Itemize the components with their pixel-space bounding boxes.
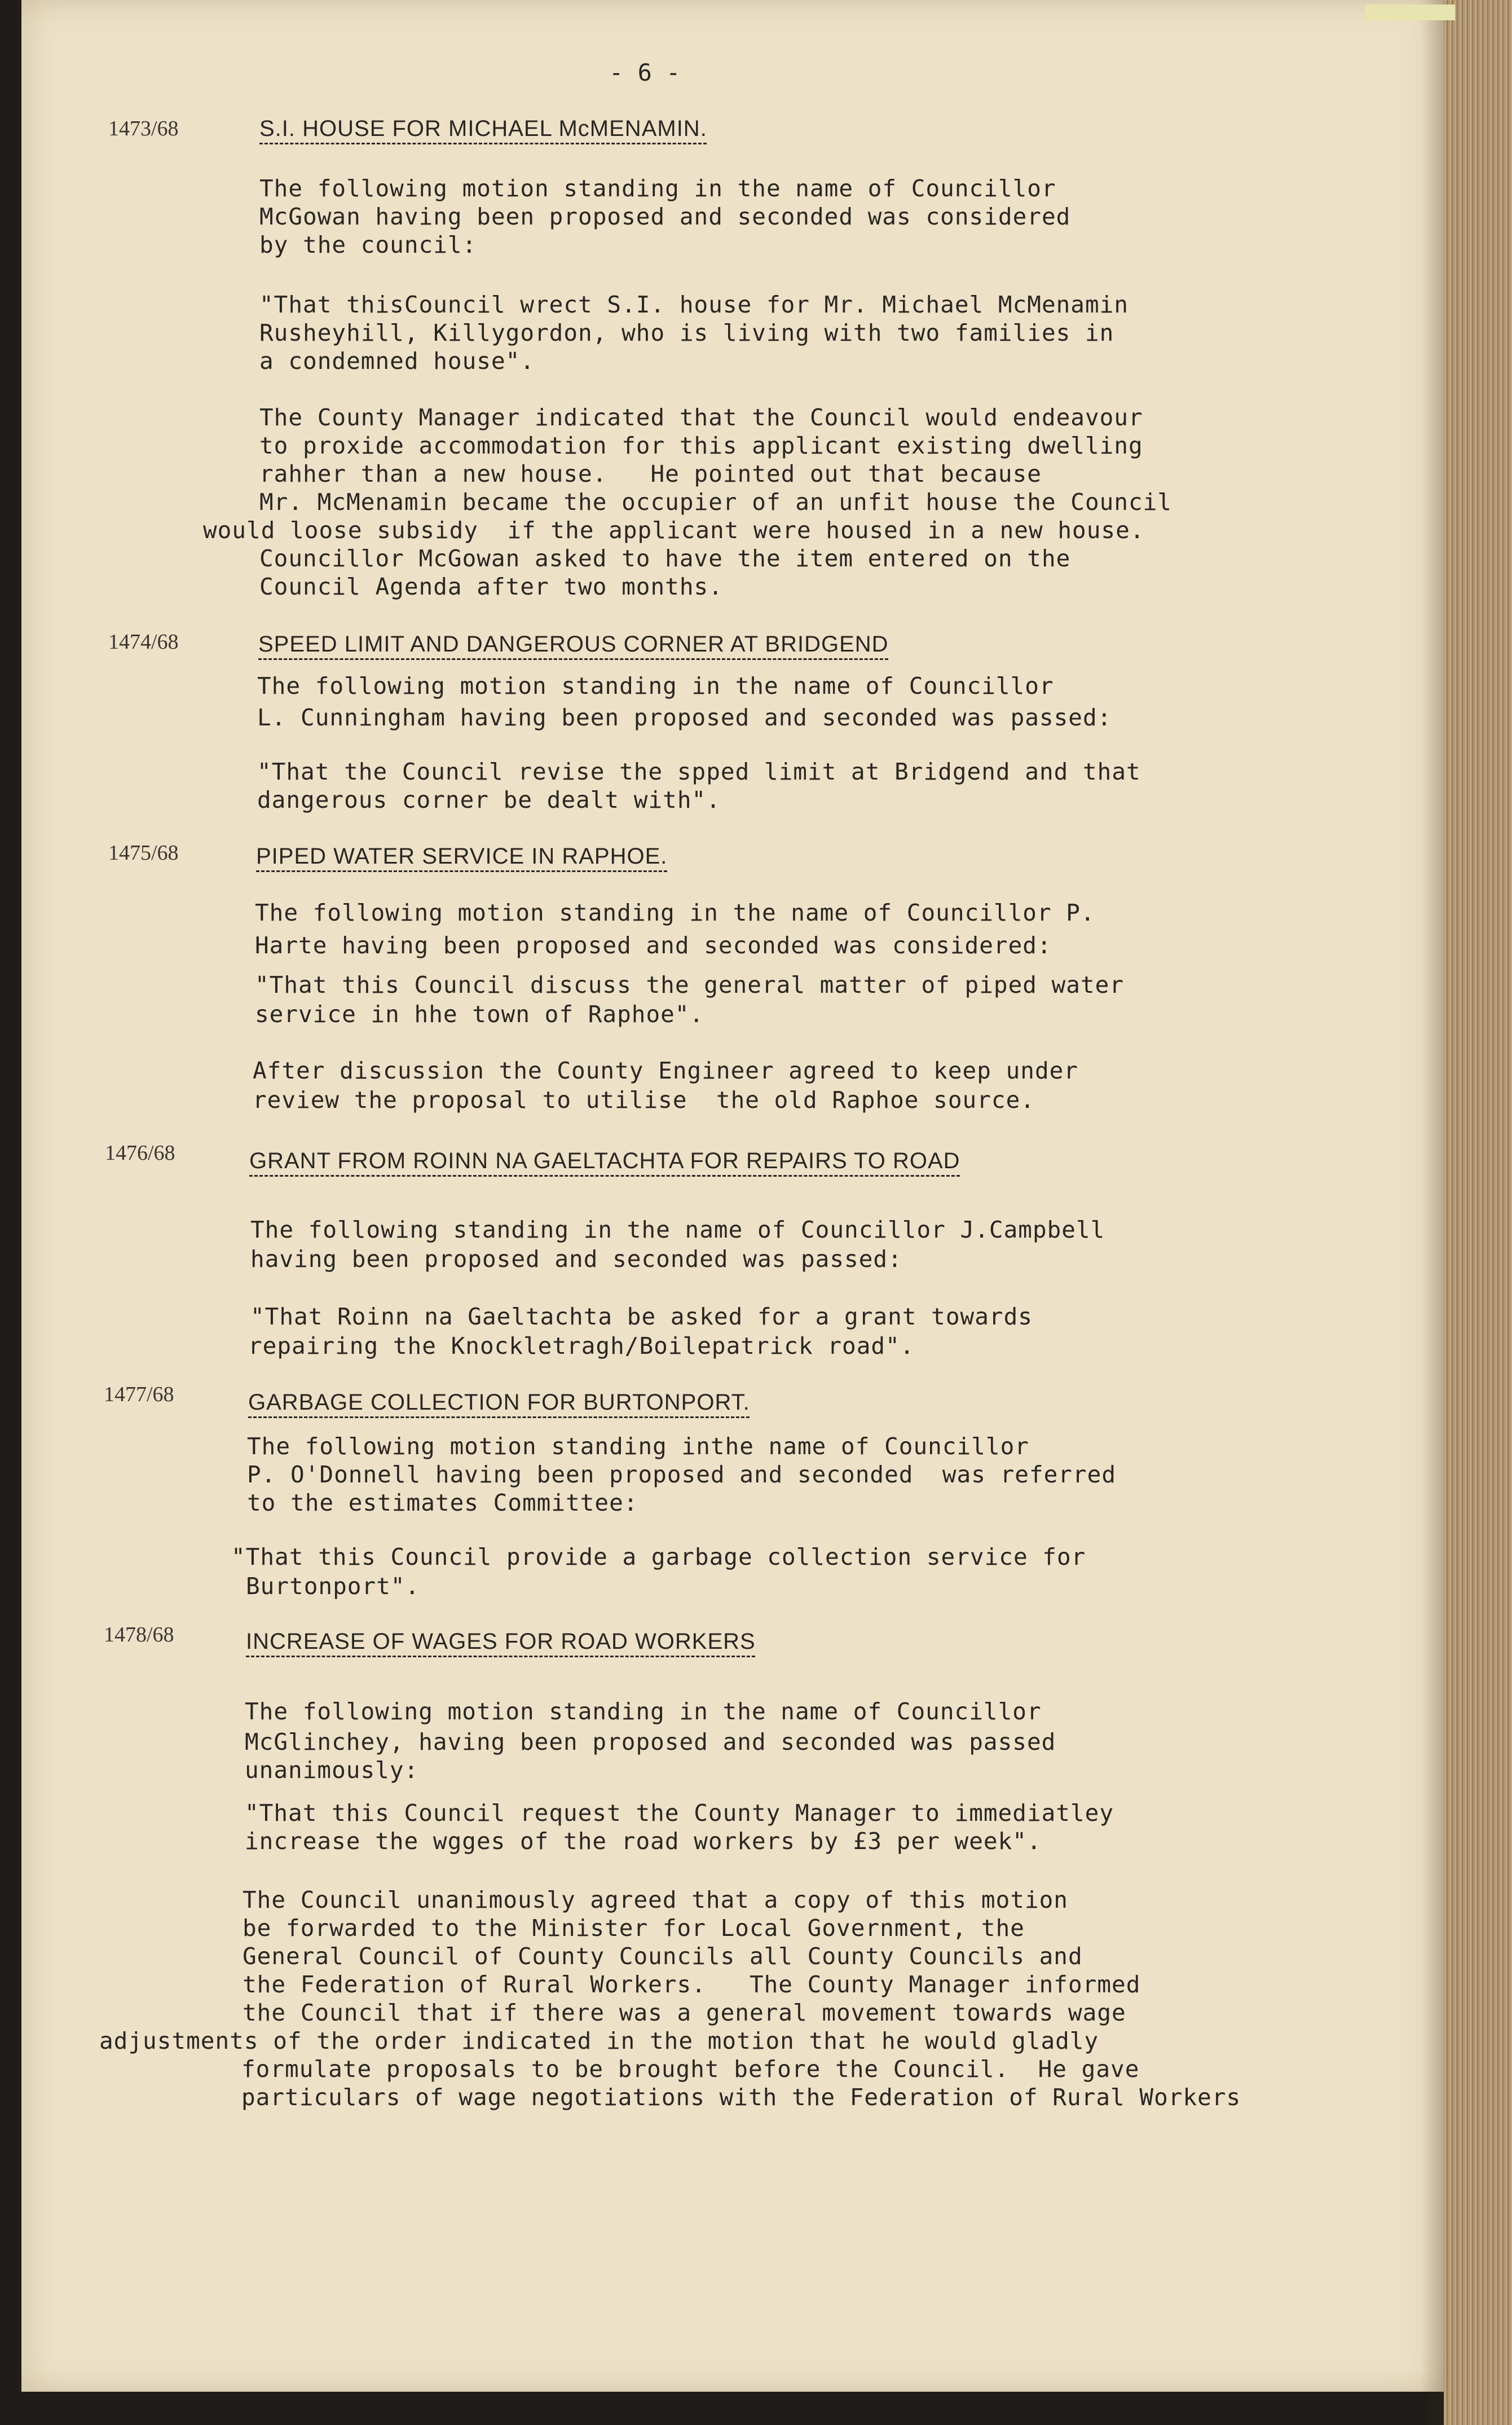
page-number: - 6 - xyxy=(609,59,681,86)
paragraph-line: adjustments of the order indicated in the motion that he would gladly xyxy=(99,2027,1099,2054)
minute-heading: PIPED WATER SERVICE IN RAPHOE. xyxy=(256,844,668,869)
paragraph-line: General Council of County Councils all County Councils and xyxy=(243,1943,1083,1970)
paragraph-line: review the proposal to utilise the old Raphoe source. xyxy=(253,1086,1035,1114)
paragraph-line: "That the Council revise the spped limit at Bridgend and that xyxy=(257,758,1141,785)
paragraph-line: After discussion the County Engineer agreed to keep under xyxy=(253,1057,1078,1084)
paragraph-line: "That this Council request the County Manager to immediatley xyxy=(245,1799,1114,1827)
paragraph-line: Council Agenda after two months. xyxy=(259,573,723,600)
minute-number: 1474/68 xyxy=(108,630,179,654)
minute-number: 1475/68 xyxy=(108,841,179,865)
paragraph-line: be forwarded to the Minister for Local Government, the xyxy=(243,1915,1025,1942)
paragraph-line: "That this Council discuss the general matter of piped water xyxy=(255,971,1125,998)
paragraph-line: increase the wgges of the road workers by £3 per week". xyxy=(245,1828,1042,1855)
minute-number: 1477/68 xyxy=(104,1383,174,1406)
paragraph-line: repairing the Knockletragh/Boilepatrick road". xyxy=(248,1332,915,1359)
paragraph-line: The following motion standing in the name of Councillor P. xyxy=(255,899,1095,926)
paragraph-line: Burtonport". xyxy=(246,1573,420,1600)
paragraph-line: the Federation of Rural Workers. The County Manager informed xyxy=(243,1971,1141,1998)
paragraph-line: McGlinchey, having been proposed and seconded was passed xyxy=(245,1728,1056,1755)
paragraph-line: The following motion standing in the name of Councillor xyxy=(259,175,1056,202)
minute-number: 1473/68 xyxy=(108,117,179,140)
paragraph-line: by the council: xyxy=(259,231,477,258)
book-binding xyxy=(1444,0,1512,2425)
paragraph-line: would loose subsidy if the applicant were housed in a new house. xyxy=(203,517,1145,544)
paragraph-line: Harte having been proposed and seconded was considered: xyxy=(255,932,1052,959)
minute-heading: GRANT FROM ROINN NA GAELTACHTA FOR REPAIRS TO ROAD xyxy=(249,1148,960,1173)
minute-heading: INCREASE OF WAGES FOR ROAD WORKERS xyxy=(246,1629,756,1654)
paragraph-line: unanimously: xyxy=(245,1757,419,1784)
paragraph-line: McGowan having been proposed and seconded was considered xyxy=(259,203,1071,230)
paragraph-line: the Council that if there was a general movement towards wage xyxy=(243,1999,1126,2026)
paragraph-line: Mr. McMenamin became the occupier of an unfit house the Council xyxy=(259,488,1172,516)
minute-number: 1476/68 xyxy=(105,1141,175,1165)
minute-heading: SPEED LIMIT AND DANGEROUS CORNER AT BRIDGEND xyxy=(258,632,889,657)
paragraph-line: Councillor McGowan asked to have the item entered on the xyxy=(259,545,1071,572)
minute-number: 1478/68 xyxy=(104,1623,174,1647)
paragraph-line: The County Manager indicated that the Council would endeavour xyxy=(259,404,1143,431)
paragraph-line: having been proposed and seconded was passed: xyxy=(250,1245,902,1273)
paragraph-line: The following standing in the name of Councillor J.Campbell xyxy=(250,1216,1105,1243)
minute-heading: S.I. HOUSE FOR MICHAEL McMENAMIN. xyxy=(259,116,707,141)
paragraph-line: The following motion standing in the name of Councillor xyxy=(245,1698,1042,1725)
paragraph-line: Rusheyhill, Killygordon, who is living with two families in xyxy=(259,319,1114,346)
paragraph-line: dangerous corner be dealt with". xyxy=(257,786,721,813)
paragraph-line: service in hhe town of Raphoe". xyxy=(255,1001,704,1028)
paragraph-line: formulate proposals to be brought before the Council. He gave xyxy=(241,2056,1140,2083)
paragraph-line: L. Cunningham having been proposed and seconded was passed: xyxy=(257,704,1112,731)
paragraph-line: to the estimates Committee: xyxy=(247,1489,638,1516)
paragraph-line: to proxide accommodation for this applicant existing dwelling xyxy=(259,432,1143,459)
paragraph-line: P. O'Donnell having been proposed and seconded was referred xyxy=(247,1461,1117,1488)
paragraph-line: "That thisCouncil wrect S.I. house for Mr. Michael McMenamin xyxy=(259,291,1129,318)
paragraph-line: The Council unanimously agreed that a copy of this motion xyxy=(243,1886,1068,1913)
paragraph-line: "That this Council provide a garbage collection service for xyxy=(231,1543,1086,1570)
paragraph-line: The following motion standing inthe name of Councillor xyxy=(247,1433,1029,1460)
page-tab xyxy=(1365,5,1455,20)
paragraph-line: particulars of wage negotiations with the Federation of Rural Workers xyxy=(241,2084,1241,2111)
minute-heading: GARBAGE COLLECTION FOR BURTONPORT. xyxy=(248,1390,750,1415)
paragraph-line: The following motion standing in the name of Councillor xyxy=(257,672,1054,699)
paragraph-line: a condemned house". xyxy=(259,347,535,375)
paragraph-line: "That Roinn na Gaeltachta be asked for a grant towards xyxy=(250,1303,1033,1330)
paragraph-line: rahher than a new house. He pointed out that because xyxy=(259,460,1042,487)
